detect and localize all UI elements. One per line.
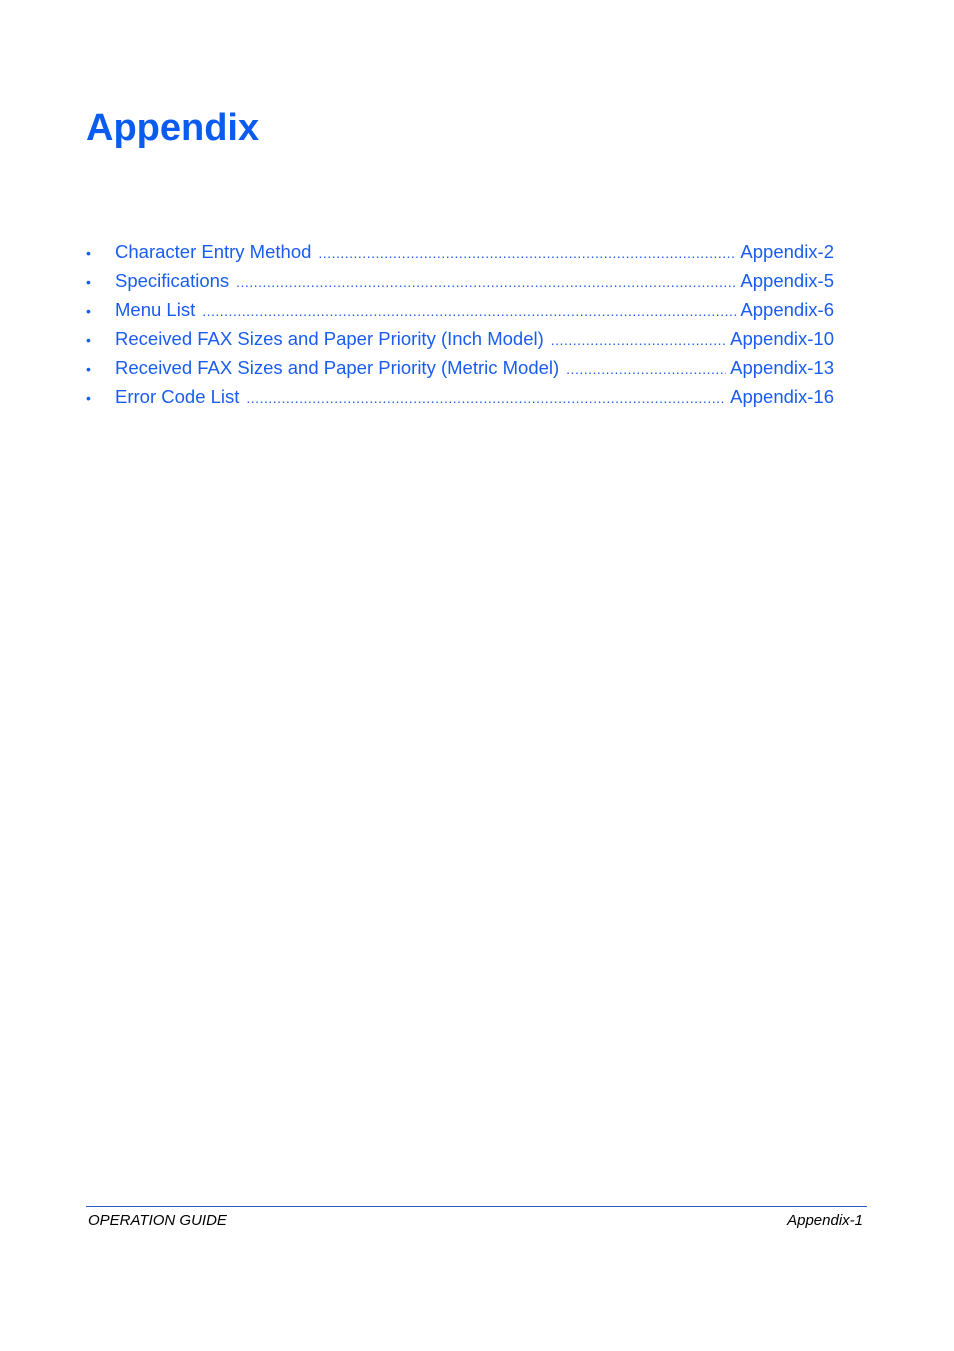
- toc-entry-character-entry-method[interactable]: [86, 237, 834, 266]
- toc-entry-page[interactable]: Appendix-10: [730, 328, 834, 349]
- toc-entry-title[interactable]: Received FAX Sizes and Paper Priority (Metric Model): [115, 357, 560, 378]
- bullet-icon: •: [86, 332, 91, 348]
- toc-entry-error-code-list[interactable]: [86, 382, 834, 411]
- dot-leader: [202, 297, 736, 326]
- toc-entry-fax-sizes-metric[interactable]: [86, 353, 834, 382]
- toc-entry-title[interactable]: Specifications: [115, 270, 230, 291]
- table-of-contents: [86, 237, 834, 411]
- bullet-icon: •: [86, 245, 91, 261]
- toc-entry-specifications[interactable]: [86, 266, 834, 295]
- toc-entry-title[interactable]: Character Entry Method: [115, 241, 312, 262]
- bullet-icon: •: [86, 303, 91, 319]
- dot-leader: [246, 384, 726, 413]
- dot-leader: [551, 326, 726, 355]
- toc-entry-title[interactable]: Error Code List: [115, 386, 240, 407]
- toc-entry-title[interactable]: Received FAX Sizes and Paper Priority (Inch Model): [115, 328, 544, 349]
- toc-entry-page[interactable]: Appendix-13: [730, 357, 834, 378]
- toc-entry-page[interactable]: Appendix-16: [730, 386, 834, 407]
- dot-leader: [318, 239, 736, 268]
- footer-divider: [86, 1206, 867, 1207]
- dot-leader: [236, 268, 736, 297]
- toc-entry-menu-list[interactable]: [86, 295, 834, 324]
- bullet-icon: •: [86, 361, 91, 377]
- toc-entry-page[interactable]: Appendix-5: [740, 270, 834, 291]
- toc-entry-title[interactable]: Menu List: [115, 299, 196, 320]
- bullet-icon: •: [86, 390, 91, 406]
- footer-page-number: Appendix-1: [787, 1212, 863, 1229]
- footer-guide-title: OPERATION GUIDE: [88, 1212, 227, 1229]
- toc-entry-page[interactable]: Appendix-6: [740, 299, 834, 320]
- bullet-icon: •: [86, 274, 91, 290]
- dot-leader: [566, 355, 726, 384]
- toc-entry-fax-sizes-inch[interactable]: [86, 324, 834, 353]
- toc-entry-page[interactable]: Appendix-2: [740, 241, 834, 262]
- page-title: Appendix: [86, 107, 260, 149]
